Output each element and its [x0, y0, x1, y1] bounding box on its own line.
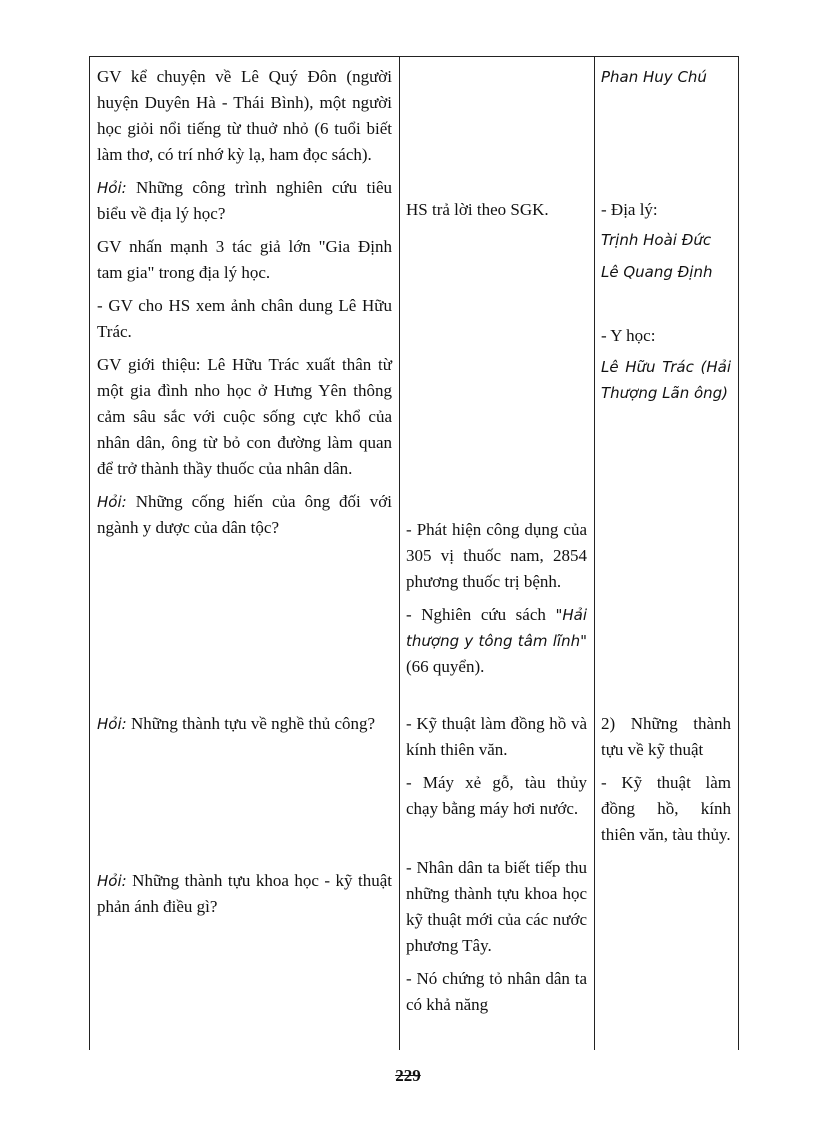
col2-answer-medicine: - Phát hiện công dụng của 305 vị thuốc nam, 2854 phương thuốc trị bệnh.	[406, 520, 587, 591]
col2-block-reflection	[406, 855, 587, 1025]
page-number	[0, 1066, 816, 1086]
question-text: Những công trình nghiên cứu tiêu biểu về địa lý học?	[97, 178, 392, 223]
col3-trinh-hoai-duc: Trịnh Hoài Đức	[601, 231, 712, 249]
col2-answer-absorb: - Nhân dân ta biết tiếp thu những thành tựu khoa học kỹ thuật mới của các nước phương Tây.	[406, 858, 587, 955]
question-label: Hỏi:	[97, 179, 127, 197]
col2-block-technology	[406, 711, 587, 829]
table-border-col2	[399, 56, 400, 1050]
table-border-left	[89, 56, 90, 1050]
col1-block-1	[97, 64, 392, 548]
col1-question-science	[97, 868, 392, 920]
col3-technology-detail: - Kỹ thuật làm đồng hồ, kính thiên văn, tàu thủy.	[601, 773, 731, 844]
question-label: Hỏi:	[97, 493, 127, 511]
col3-geography-heading: - Địa lý:	[601, 200, 658, 219]
table-border-col3	[594, 56, 595, 1050]
col1-question-medicine	[97, 489, 392, 541]
col3-phan-huy-chu: Phan Huy Chú	[601, 68, 707, 86]
question-text: Những thành tựu về nghề thủ công?	[130, 714, 376, 733]
book-title: "Hải thượng y tông tâm lĩnh"	[406, 606, 587, 650]
col1-paragraph-le-quy-don: GV kể chuyện về Lê Quý Đôn (người huyện Duyên Hà - Thái Bình), một người học giỏi nổi tiếng từ thuở nhỏ (6 tuổi biết làm thơ, có trí nhớ kỳ lạ, ham đọc sách).	[97, 67, 392, 164]
col1-question-geography	[97, 175, 392, 227]
col2-answer-sgk: HS trả lời theo SGK.	[406, 200, 549, 219]
col1-paragraph-portrait: - GV cho HS xem ảnh chân dung Lê Hữu Trác.	[97, 296, 392, 341]
col3-le-quang-dinh: Lê Quang Định	[601, 263, 713, 281]
col2-answer-machines: - Máy xẻ gỗ, tàu thủy chạy bằng máy hơi nước.	[406, 773, 587, 818]
col1-paragraph-gia-dinh: GV nhấn mạnh 3 tác giả lớn "Gia Định tam gia" trong địa lý học.	[97, 237, 392, 282]
col3-medicine-heading: - Y học:	[601, 326, 656, 345]
book-prefix: - Nghiên cứu sách	[406, 605, 546, 624]
col3-le-huu-trac: Lê Hữu Trác (Hải Thượng Lãn ông)	[601, 358, 731, 402]
col3-technology-heading: 2) Những thành tựu về kỹ thuật	[601, 714, 731, 759]
question-label: Hỏi:	[97, 715, 127, 733]
table-border-right	[738, 56, 739, 1050]
col2-answer-clocks: - Kỹ thuật làm đồng hồ và kính thiên văn.	[406, 714, 587, 759]
col2-answer-capability: - Nó chứng tỏ nhân dân ta có khả năng	[406, 969, 587, 1014]
book-suffix: (66 quyển).	[406, 657, 485, 676]
col2-answer-book	[406, 602, 587, 680]
question-text: Những thành tựu khoa học - kỹ thuật phản ánh điều gì?	[97, 871, 392, 916]
col1-question-crafts	[97, 711, 392, 737]
page-number-text: 229	[395, 1066, 421, 1085]
col2-block-medicine	[406, 517, 587, 687]
question-text: Những cống hiến của ông đối với ngành y dược của dân tộc?	[97, 492, 392, 537]
col1-paragraph-le-huu-trac: GV giới thiệu: Lê Hữu Trác xuất thân từ một gia đình nho học ở Hưng Yên thông cảm sâu sắc với cuộc sống cực khổ của nhân dân, ông từ bỏ con đường làm quan để trở thành thầy thuốc của nhân dân.	[97, 355, 392, 478]
table-top-border	[89, 56, 738, 57]
question-label: Hỏi:	[97, 872, 127, 890]
